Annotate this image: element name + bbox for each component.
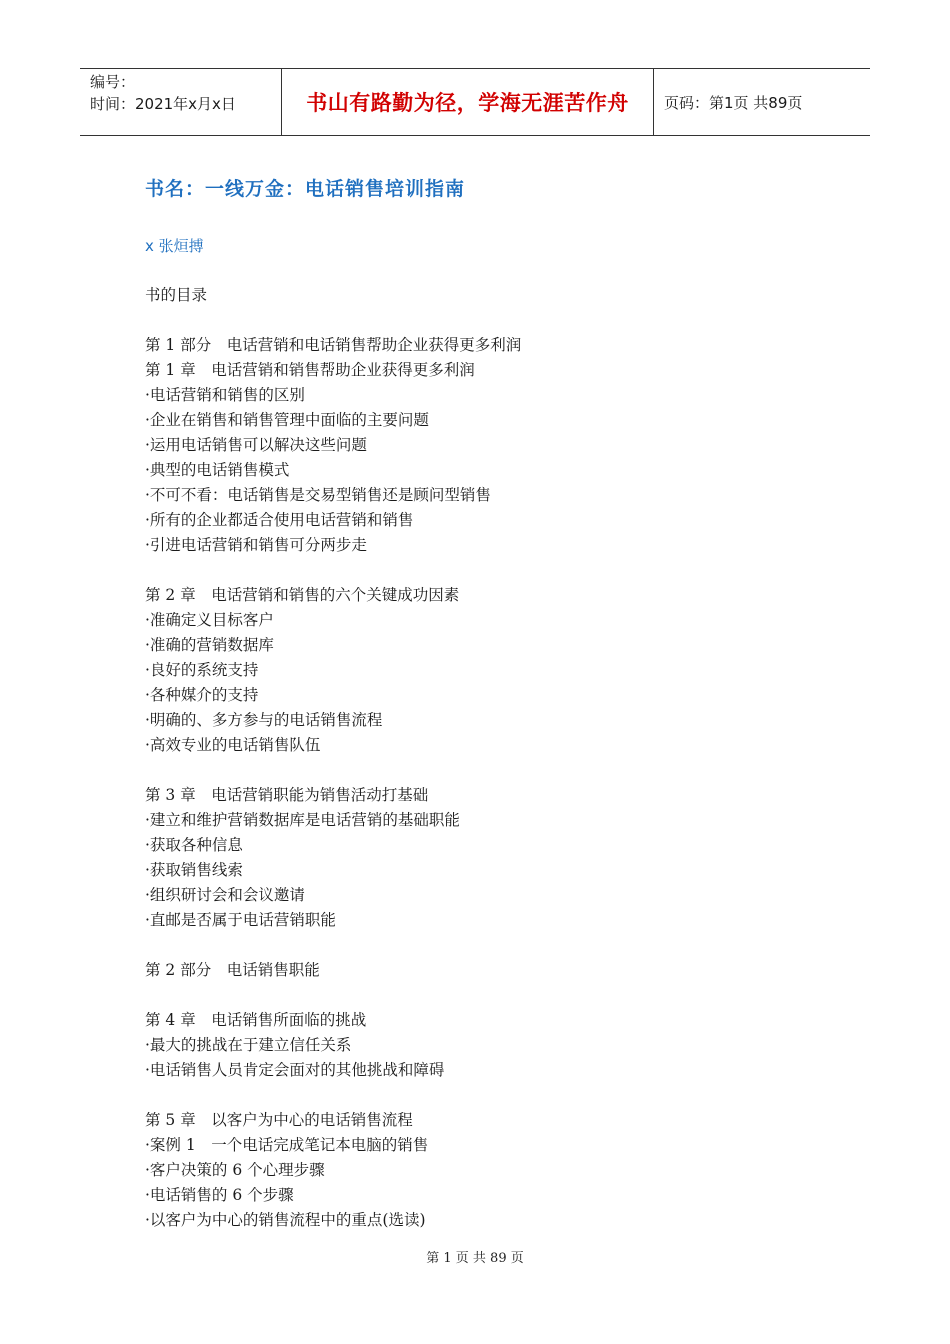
toc-spacer <box>145 1083 845 1108</box>
header-motto: 书山有路勤为径，学海无涯苦作舟 <box>282 69 654 135</box>
toc-spacer <box>145 933 845 958</box>
toc-entry: ·明确的、多方参与的电话销售流程 <box>145 711 383 729</box>
toc-entry: ·电话销售人员肯定会面对的其他挑战和障碍 <box>145 1061 445 1079</box>
author: x 张烜搏 <box>145 237 204 255</box>
toc-entry: ·电话营销和销售的区别 <box>145 386 305 404</box>
toc-entry: ·获取销售线索 <box>145 861 243 879</box>
toc-entry: 第 3 章 电话营销职能为销售活动打基础 <box>145 786 429 804</box>
toc-entry: ·企业在销售和销售管理中面临的主要问题 <box>145 411 429 429</box>
toc-entry: 第 2 部分 电话销售职能 <box>145 961 320 979</box>
toc-spacer <box>145 758 845 783</box>
toc-entry: 第 2 章 电话营销和销售的六个关键成功因素 <box>145 586 460 604</box>
header-page-info: 页码：第1页 共89页 <box>664 93 803 112</box>
toc-list <box>145 308 845 1233</box>
toc-entry: ·建立和维护营销数据库是电话营销的基础职能 <box>145 811 460 829</box>
toc-entry: 第 5 章 以客户为中心的电话销售流程 <box>145 1111 413 1129</box>
toc-spacer <box>145 308 845 333</box>
table-of-contents <box>145 283 845 1233</box>
toc-entry: ·高效专业的电话销售队伍 <box>145 736 321 754</box>
toc-entry: ·准确定义目标客户 <box>145 611 274 629</box>
toc-entry: ·获取各种信息 <box>145 836 243 854</box>
toc-heading: 书的目录 <box>145 286 208 304</box>
toc-spacer <box>145 983 845 1008</box>
toc-entry: ·运用电话销售可以解决这些问题 <box>145 436 367 454</box>
toc-entry: 第 1 章 电话营销和销售帮助企业获得更多利润 <box>145 361 475 379</box>
number-label: 编号： <box>90 73 136 91</box>
toc-entry: ·最大的挑战在于建立信任关系 <box>145 1036 352 1054</box>
toc-entry: ·准确的营销数据库 <box>145 636 274 654</box>
toc-entry: ·直邮是否属于电话营销职能 <box>145 911 336 929</box>
toc-entry: 第 4 章 电话销售所面临的挑战 <box>145 1011 367 1029</box>
toc-spacer <box>145 558 845 583</box>
toc-entry: ·良好的系统支持 <box>145 661 259 679</box>
date-label: 时间：2021年x月x日 <box>90 95 236 113</box>
toc-entry: ·组织研讨会和会议邀请 <box>145 886 305 904</box>
toc-entry: ·典型的电话销售模式 <box>145 461 290 479</box>
page-header <box>80 68 870 136</box>
page-footer: 第 1 页 共 89 页 <box>426 1251 524 1266</box>
header-meta <box>80 69 282 135</box>
toc-entry: ·不可不看：电话销售是交易型销售还是顾问型销售 <box>145 486 491 504</box>
toc-entry: 第 1 部分 电话营销和电话销售帮助企业获得更多利润 <box>145 336 522 354</box>
toc-entry: ·所有的企业都适合使用电话营销和销售 <box>145 511 414 529</box>
toc-entry: ·客户决策的 6 个心理步骤 <box>145 1161 325 1179</box>
toc-entry: ·案例 1 一个电话完成笔记本电脑的销售 <box>145 1136 429 1154</box>
toc-entry: ·以客户为中心的销售流程中的重点(选读) <box>145 1211 426 1229</box>
toc-entry: ·引进电话营销和销售可分两步走 <box>145 536 367 554</box>
toc-entry: ·各种媒介的支持 <box>145 686 259 704</box>
toc-entry: ·电话销售的 6 个步骤 <box>145 1186 294 1204</box>
book-title: 书名：一线万金：电话销售培训指南 <box>145 178 466 200</box>
